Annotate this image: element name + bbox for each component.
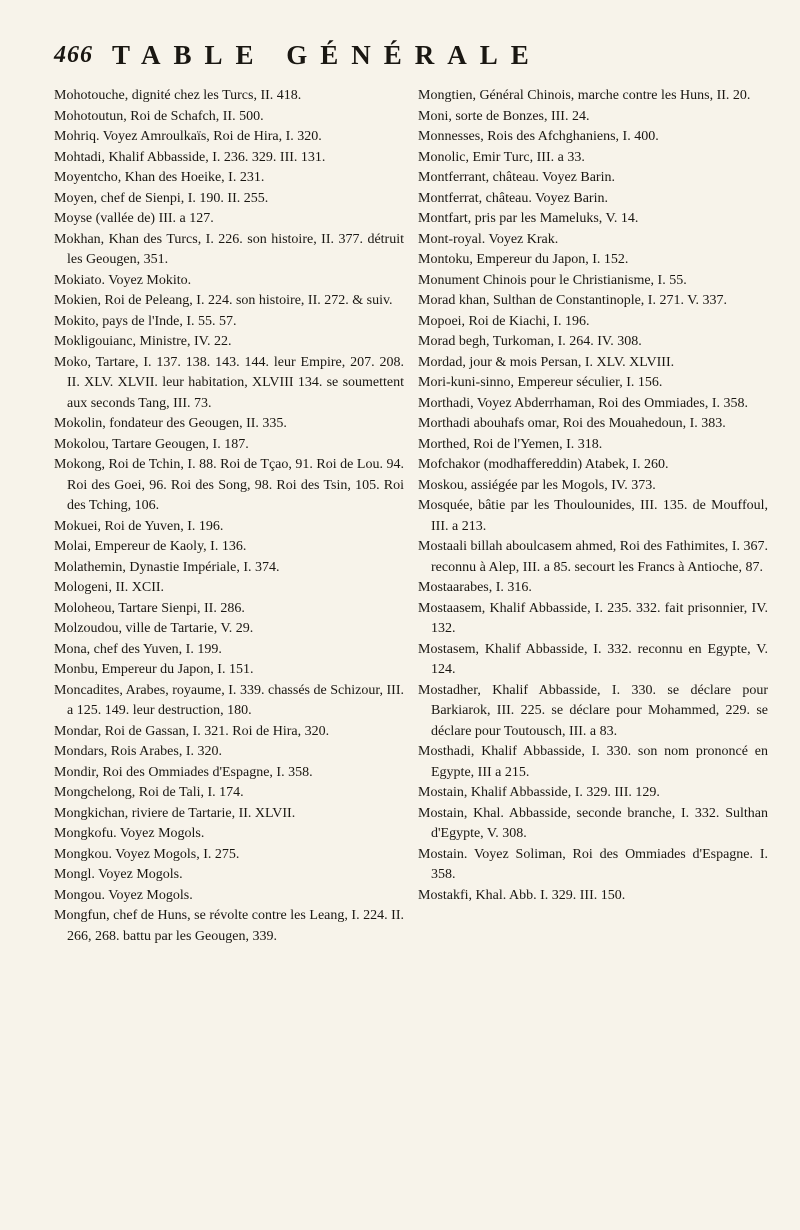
index-entry: Montfart, pris par les Mameluks, V. 14. — [418, 211, 639, 226]
index-entry: Mona, chef des Yuven, I. 199. — [54, 641, 222, 657]
right-column — [418, 86, 768, 1221]
index-entry: Mondir, Roi des Ommiades d'Espagne, I. 358. — [54, 764, 313, 780]
index-entry: Mokito, pays de l'Inde, I. 55. 57. — [54, 313, 237, 329]
index-entry: Mori-kuni-sinno, Empereur séculier, I. 156. — [418, 375, 663, 390]
index-entry: Moloheou, Tartare Sienpi, II. 286. — [54, 600, 245, 616]
index-entry: Monolic, Emir Turc, III. a 33. — [418, 149, 585, 165]
index-entry: Mostain, Khal. Abbasside, seconde branche, I. 332. Sulthan d'Egypte, V. 308. — [418, 805, 768, 841]
index-entry: Mofchakor (modhaffereddin) Atabek, I. 260. — [418, 457, 669, 472]
index-entry: Moko, Tartare, I. 137. 138. 143. 144. leur Empire, 207. 208. II. XLV. XLVII. leur habitation, XLVIII 134. se soumettent aux seconds Tang, III. 73. — [54, 354, 404, 411]
index-entry: Mokolou, Tartare Geougen, I. 187. — [54, 436, 249, 452]
index-entry: Mohotouche, dignité chez les Turcs, II. 418. — [54, 88, 302, 103]
index-entry: Moncadites, Arabes, royaume, I. 339. chassés de Schizour, III. a 125. 149. leur destruction, 180. — [54, 682, 404, 718]
index-entry: Moyentcho, Khan des Hoeike, I. 231. — [54, 170, 265, 185]
index-entry: Mokolin, fondateur des Geougen, II. 335. — [54, 416, 287, 431]
index-entry: Mongchelong, Roi de Tali, I. 174. — [54, 785, 244, 800]
index-entry: Mopoei, Roi de Kiachi, I. 196. — [418, 313, 590, 329]
index-columns — [54, 86, 772, 1221]
index-entry: Mokhan, Khan des Turcs, I. 226. son histoire, II. 377. détruit les Geougen, 351. — [54, 231, 404, 267]
index-entry: Montferrant, château. Voyez Barin. — [418, 170, 615, 185]
index-entry: Mordad, jour & mois Persan, I. XLV. XLVIII. — [418, 354, 675, 370]
index-entry: Mostakfi, Khal. Abb. I. 329. III. 150. — [418, 887, 626, 903]
index-entry: Mongfun, chef de Huns, se révolte contre les Leang, I. 224. II. 266, 268. battu par les Geougen, 339. — [54, 908, 404, 944]
index-entry: Moskou, assiégée par les Mogols, IV. 373. — [418, 477, 656, 493]
index-entry: Montferrat, château. Voyez Barin. — [418, 190, 608, 206]
index-entry: Mohotoutun, Roi de Schafch, II. 500. — [54, 108, 264, 124]
index-entry: Mohtadi, Khalif Abbasside, I. 236. 329. III. 131. — [54, 149, 326, 165]
index-entry: Mosquée, bâtie par les Thoulounides, III. 135. de Mouffoul, III. a 213. — [418, 498, 768, 534]
index-entry: Mostaasem, Khalif Abbasside, I. 235. 332. fait prisonnier, IV. 132. — [418, 600, 768, 636]
index-entry: Monnesses, Rois des Afchghaniens, I. 400. — [418, 129, 659, 144]
index-entry: Mongkou. Voyez Mogols, I. 275. — [54, 846, 240, 862]
page-number: 466 — [54, 42, 93, 68]
left-column — [54, 86, 404, 1221]
index-entry: Molathemin, Dynastie Impériale, I. 374. — [54, 559, 280, 575]
index-entry: Mondar, Roi de Gassan, I. 321. Roi de Hira, 320. — [54, 723, 330, 739]
index-entry: Mokligouianc, Ministre, IV. 22. — [54, 334, 232, 349]
index-entry: Mokuei, Roi de Yuven, I. 196. — [54, 518, 224, 534]
index-entry: Montoku, Empereur du Japon, I. 152. — [418, 252, 629, 267]
index-entry: Mostain. Voyez Soliman, Roi des Ommiades d'Espagne. I. 358. — [418, 846, 768, 882]
index-entry: Mostaarabes, I. 316. — [418, 580, 532, 595]
index-entry: Morthadi abouhafs omar, Roi des Mouahedoun, I. 383. — [418, 416, 726, 431]
index-entry: Moyen, chef de Sienpi, I. 190. II. 255. — [54, 190, 269, 206]
index-entry: Mostain, Khalif Abbasside, I. 329. III. 129. — [418, 785, 660, 800]
index-entry: Mondars, Rois Arabes, I. 320. — [54, 744, 222, 759]
page-header — [54, 40, 774, 80]
index-entry: Morthed, Roi de l'Yemen, I. 318. — [418, 436, 603, 452]
index-entry: Mostadher, Khalif Abbasside, I. 330. se déclare pour Barkiarok, III. 225. se déclare pour Mohammed, 229. se déclare pour Toutousch, III. a 83. — [418, 682, 768, 739]
index-entry: Mosthadi, Khalif Abbasside, I. 330. son nom prononcé en Egypte, III a 215. — [418, 744, 768, 780]
index-entry: Monument Chinois pour le Christianisme, I. 55. — [418, 272, 687, 288]
index-entry: Mologeni, II. XCII. — [54, 580, 165, 595]
index-entry: Mokien, Roi de Peleang, I. 224. son histoire, II. 272. & suiv. — [54, 293, 393, 308]
index-entry: Mostaali billah aboulcasem ahmed, Roi des Fathimites, I. 367. reconnu à Alep, III. a 85. secourt les Francs à Antioche, 87. — [418, 539, 768, 575]
index-entry: Morad begh, Turkoman, I. 264. IV. 308. — [418, 334, 642, 349]
index-entry: Molzoudou, ville de Tartarie, V. 29. — [54, 621, 254, 636]
index-entry: Mongl. Voyez Mogols. — [54, 867, 183, 882]
index-entry: Mostasem, Khalif Abbasside, I. 332. reconnu en Egypte, V. 124. — [418, 641, 768, 677]
index-entry: Molai, Empereur de Kaoly, I. 136. — [54, 539, 247, 554]
index-entry: Mokong, Roi de Tchin, I. 88. Roi de Tçao, 91. Roi de Lou. 94. Roi des Goei, 96. Roi des Song, 98. Roi des Tsin, 105. Roi des Tching, 106. — [54, 457, 404, 513]
index-entry: Moni, sorte de Bonzes, III. 24. — [418, 108, 590, 124]
index-entry: Morad khan, Sulthan de Constantinople, I. 271. V. 337. — [418, 293, 728, 308]
index-entry: Mohriq. Voyez Amroulkaïs, Roi de Hira, I. 320. — [54, 129, 322, 144]
index-entry: Monbu, Empereur du Japon, I. 151. — [54, 662, 254, 677]
index-entry: Mont-royal. Voyez Krak. — [418, 231, 559, 247]
index-entry: Mongkichan, riviere de Tartarie, II. XLVII. — [54, 805, 296, 821]
index-entry: Mongkofu. Voyez Mogols. — [54, 826, 205, 841]
index-entry: Mongou. Voyez Mogols. — [54, 887, 193, 903]
index-entry: Morthadi, Voyez Abderrhaman, Roi des Ommiades, I. 358. — [418, 395, 748, 411]
index-entry: Moyse (vallée de) III. a 127. — [54, 211, 214, 226]
index-entry: Mokiato. Voyez Mokito. — [54, 272, 192, 288]
running-title: TABLE GÉNÉRALE — [112, 40, 542, 70]
index-entry: Mongtien, Général Chinois, marche contre les Huns, II. 20. — [418, 88, 751, 103]
